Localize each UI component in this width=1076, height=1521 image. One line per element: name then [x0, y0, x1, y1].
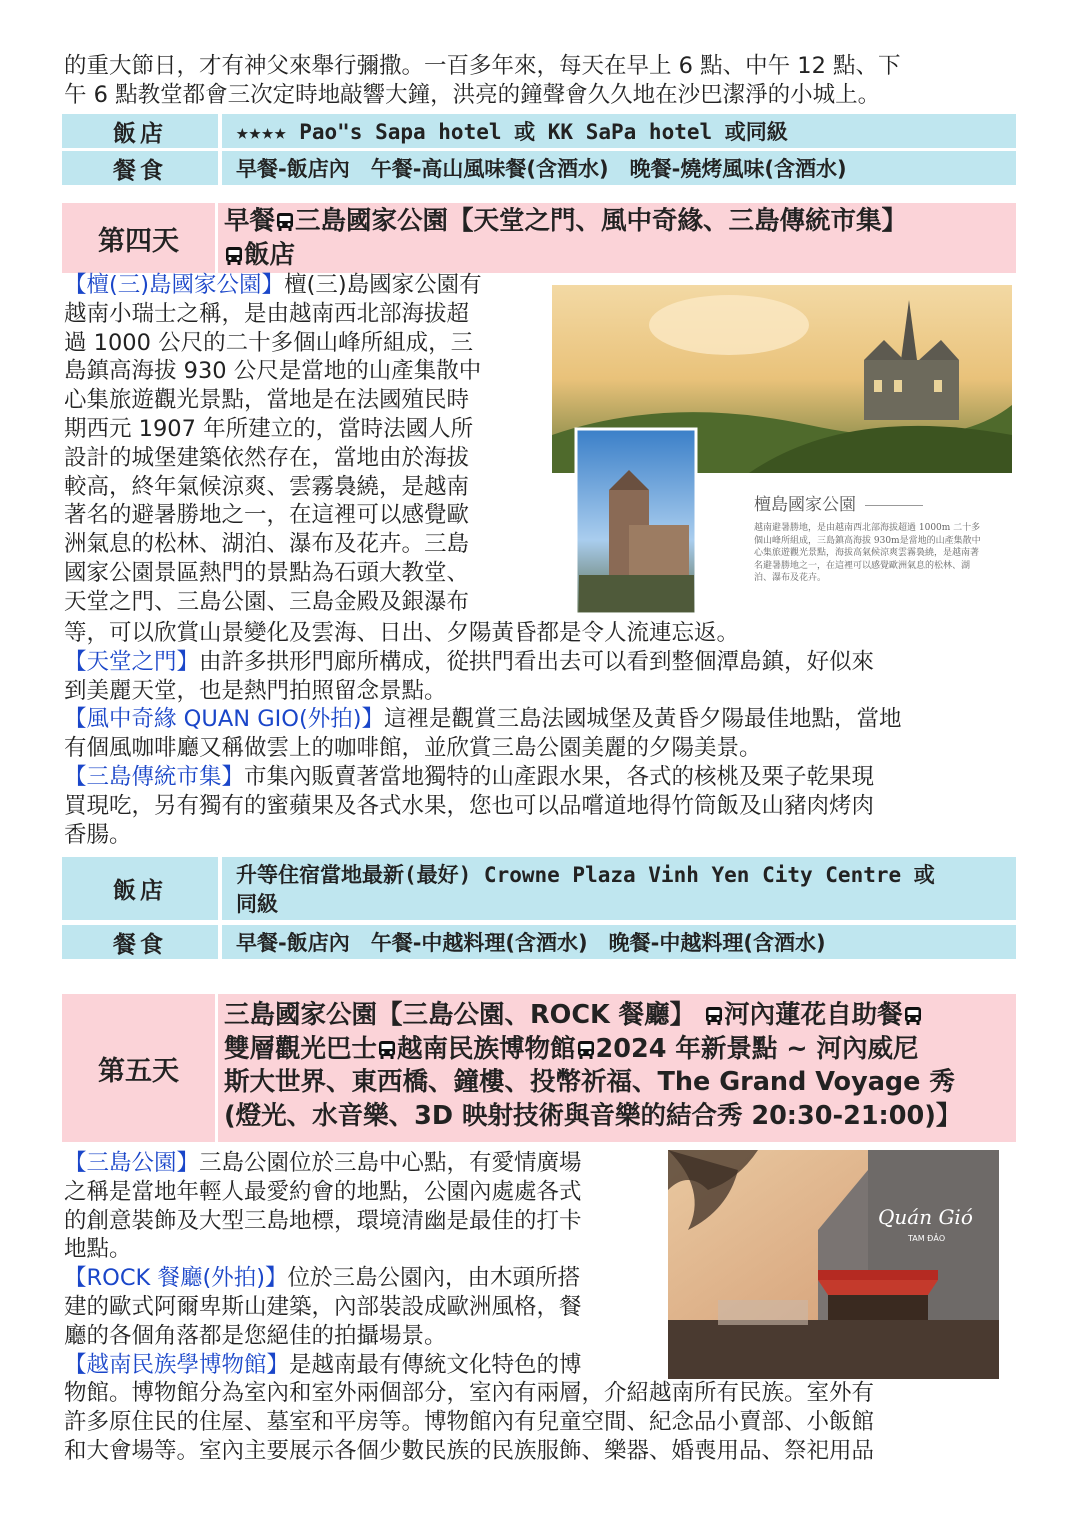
paragraph-line: 有個風咖啡廳又稱做雲上的咖啡館，並欣賞三島公園美麗的夕陽美景。 [64, 735, 762, 762]
day-label: 第五天 [62, 994, 215, 1142]
photo-caption-title [754, 490, 1004, 515]
paragraph-line: 等，可以欣賞山景變化及雲海、日出、夕陽黃昏都是令人流連忘返。 [64, 620, 740, 646]
day-title-text: 早餐 [224, 206, 276, 236]
hotel-value-line: 升等住宿當地最新(最好) Crowne Plaza Vinh Yen City Centre 或 [236, 863, 935, 887]
bus-icon [275, 212, 295, 232]
hotel-value [222, 857, 1016, 920]
day-title-text: (燈光、水音樂、3D 映射技術與音樂的結合秀 20:30-21:00)】 [224, 1100, 962, 1131]
paragraph-line: 天堂之門、三島公園、三島金殿及銀瀑布 [64, 588, 470, 615]
section-tag: 【三島傳統市集】 [64, 763, 245, 790]
paragraph-line: 和大會場等。室內主要展示各個少數民族的民族服飾、樂器、婚喪用品、祭祀用品 [64, 1437, 875, 1464]
photo-caption-body: 越南避暑勝地，是由越南西北部海拔超過 1000m 二十多個山峰所組成，三島鎮高海拔 930m是當地的山產集散中心集旅遊觀光景點，海拔高氣候涼爽雲霧裊繞，是越南著名避暑勝地之一，在這裡可以感覺歐洲氣息的松林、湖泊、瀑布及花卉。 [754, 523, 981, 583]
paragraph-line: 建的歐式阿爾卑斯山建築，內部裝設成歐洲風格，餐 [64, 1293, 582, 1320]
paragraph-line: 設計的城堡建築依然存在，當地由於海拔 [64, 444, 470, 471]
caption-rule [865, 505, 923, 506]
day-title-text: 雙層觀光巴士 [224, 1033, 378, 1064]
hotel-label: 飯店 [62, 114, 218, 148]
day-title-text: 越南民族博物館 [397, 1033, 576, 1064]
day5-header [62, 994, 1016, 1142]
paragraph-line: 越南小瑞士之稱，是由越南西北部海拔超 [64, 300, 470, 327]
meal-label: 餐食 [62, 925, 218, 959]
section-tag: 【風中奇緣 QUAN GIO(外拍)】 [64, 706, 385, 733]
day-title [218, 994, 1016, 1142]
paragraph-line: 位於三島公園內，由木頭所搭 [287, 1265, 581, 1292]
bus-icon [903, 1006, 923, 1026]
paragraph-line: 市集內販賣著當地獨特的山產跟水果，各式的核桃及栗子乾果現 [244, 763, 875, 790]
paragraph-line: 香腸。 [64, 821, 132, 848]
day-title-text: 三島國家公園【三島公園、ROCK 餐廳】 [224, 1000, 696, 1030]
day4-hotel-row [62, 857, 1016, 920]
day5-paragraphs-wrap [64, 1149, 656, 1379]
meal-value: 早餐-飯店內 午餐-中越料理(含酒水) 晚餐-中越料理(含酒水) [222, 925, 1016, 959]
paragraph-line: 之稱是當地年輕人最愛約會的地點，公園內處處各式 [64, 1178, 582, 1205]
day-title-text: 斯大世界、東西橋、鐘樓、投幣祈福、The Grand Voyage 秀 [224, 1067, 955, 1097]
paragraph-line: 的創意裝飾及大型三島地標，環境清幽是最佳的打卡 [64, 1207, 582, 1234]
meal-value: 早餐-飯店內 午餐-高山風味餐(含酒水) 晚餐-燒烤風味(含酒水) [222, 151, 1016, 185]
paragraph-line: 期西元 1907 年所建立的，當時法國人所 [64, 415, 474, 442]
section-tag: 【ROCK 餐廳(外拍)】 [64, 1265, 288, 1292]
day-title-text: 2024 年新景點 ~ 河內威尼 [595, 1033, 919, 1064]
section-tag: 【檀(三)島國家公園】 [64, 272, 285, 298]
bus-icon [704, 1006, 724, 1026]
intro-paragraph [64, 52, 1010, 110]
bus-icon [377, 1040, 397, 1060]
intro-line: 的重大節日，才有神父來舉行彌撒。一百多年來，每天在早上 6 點、中午 12 點、下 [64, 53, 901, 79]
day-title-text: 三島國家公園【天堂之門、風中奇緣、三島傳統市集】 [295, 206, 908, 236]
hotel-value: ★★★★ Pao"s Sapa hotel 或 KK SaPa hotel 或同級 [222, 114, 1016, 148]
hotel-value-line: 同級 [236, 892, 278, 916]
restaurant-sign: Quán Gió [878, 1205, 973, 1229]
tam-dao-photo-collage [549, 285, 1012, 616]
paragraph-line: 這裡是觀賞三島法國城堡及黃昏夕陽最佳地點，當地 [384, 706, 902, 733]
restaurant-sign-sub: TAM ĐẢO [908, 1234, 946, 1243]
section-tag: 【三島公園】 [64, 1150, 200, 1176]
paragraph-line: 洲氣息的松林、湖泊、瀑布及花卉。三島 [64, 531, 470, 558]
intro-line: 午 6 點教堂都會三次定時地敲響大鐘，洪亮的鐘聲會久久地在沙巴潔淨的小城上。 [64, 81, 881, 108]
caption-title-text: 檀島國家公園 [754, 495, 856, 515]
paragraph-line: 地點。 [64, 1236, 132, 1263]
meal-label: 餐食 [62, 151, 218, 185]
day-title-text: 河內蓮花自助餐 [724, 1000, 903, 1030]
day3-meal-row [62, 151, 1016, 185]
paragraph-line: 心集旅遊觀光景點，當地是在法國殖民時 [64, 387, 470, 414]
day3-hotel-row [62, 114, 1016, 148]
paragraph-line: 買現吃，另有獨有的蜜蘋果及各式水果，您也可以品嚐道地得竹筒飯及山豬肉烤肉 [64, 792, 875, 819]
bus-icon [576, 1040, 596, 1060]
paragraph-line: 著名的避暑勝地之一，在這裡可以感覺歐 [64, 502, 470, 529]
day4-paragraphs [64, 619, 1010, 849]
paragraph-line: 國家公園景區熱門的景點為石頭大教堂、 [64, 559, 470, 586]
rock-restaurant-photo [668, 1150, 999, 1379]
paragraph-line: 較高，終年氣候涼爽、雲霧裊繞，是越南 [64, 473, 470, 500]
paragraph-line: 島鎮高海拔 930 公尺是當地的山產集散中 [64, 358, 482, 385]
section-tag: 【越南民族學博物館】 [64, 1351, 290, 1378]
day-title [218, 203, 1016, 273]
paragraph-line: 到美麗天堂，也是熱門拍照留念景點。 [64, 677, 447, 704]
bus-icon [224, 246, 244, 266]
day4-paragraph-tam-dao [64, 271, 539, 617]
paragraph-line: 物館。博物館分為室內和室外兩個部分，室內有兩層，介紹越南所有民族。室外有 [64, 1380, 875, 1406]
hotel-label: 飯店 [62, 857, 218, 920]
day-title-text: 飯店 [244, 239, 296, 270]
paragraph-line: 檀(三)島國家公園有 [284, 272, 482, 298]
paragraph-line: 廳的各個角落都是您絕佳的拍攝場景。 [64, 1322, 447, 1349]
paragraph-line: 三島公園位於三島中心點，有愛情廣場 [199, 1150, 582, 1176]
restaurant-photo [668, 1150, 999, 1379]
section-tag: 【天堂之門】 [64, 648, 200, 675]
day4-meal-row [62, 925, 1016, 959]
paragraph-line: 由許多拱形門廊所構成，從拱門看出去可以看到整個潭島鎮，好似來 [199, 648, 875, 675]
day5-paragraphs-full [64, 1379, 1010, 1465]
day-label: 第四天 [62, 203, 215, 273]
paragraph-line: 是越南最有傳統文化特色的博 [289, 1351, 582, 1378]
paragraph-line: 過 1000 公尺的二十多個山峰所組成，三 [64, 329, 474, 356]
paragraph-line: 許多原住民的住屋、墓室和平房等。博物館內有兒童空間、紀念品小賣部、小飯館 [64, 1408, 875, 1435]
day4-header [62, 203, 1016, 273]
